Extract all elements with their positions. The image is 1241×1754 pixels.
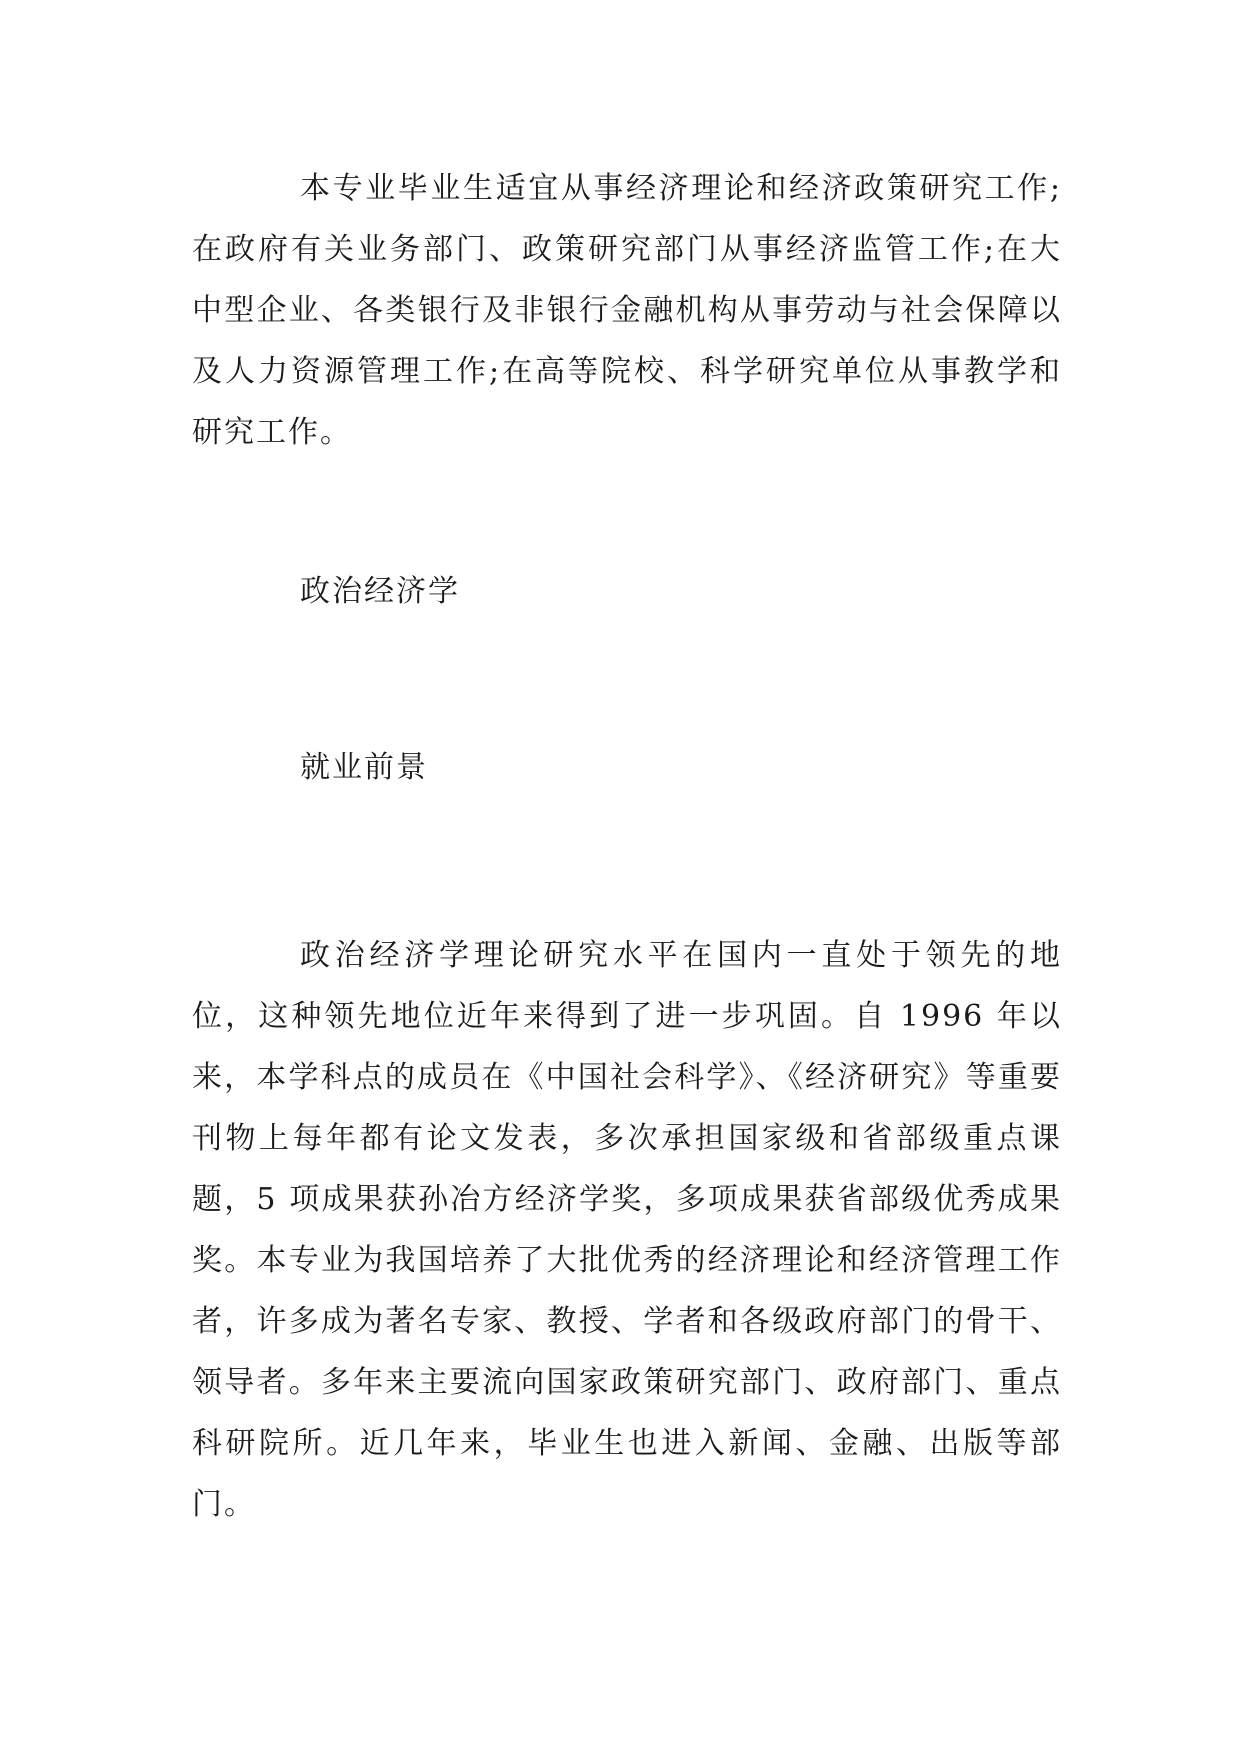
paragraph-career-scope: 本专业毕业生适宜从事经济理论和经济政策研究工作;在政府有关业务部门、政策研究部门从事经济监管工作;在大中型企业、各类银行及非银行金融机构从事劳动与社会保障以及人力资源管理工作;在高等院校、科学研究单位从事教学和研究工作。 bbox=[192, 171, 1062, 450]
section-heading-political-economics: 政治经济学 bbox=[300, 574, 460, 609]
section-heading-employment-prospects: 就业前景 bbox=[300, 750, 428, 785]
paragraph-employment-prospects: 政治经济学理论研究水平在国内一直处于领先的地位，这种领先地位近年来得到了进一步巩固。自 1996 年以来，本学科点的成员在《中国社会科学》、《经济研究》等重要刊物上每年都有论文发表，多次承担国家级和省部级重点课题，5 项成果获孙冶方经济学奖，多项成果获省部级优秀成果奖。本专业为我国培养了大批优秀的经济理论和经济管理工作者，许多成为著名专家、教授、学者和各级政府部门的骨干、领导者。多年来主要流向国家政策研究部门、政府部门、重点科研院所。近几年来，毕业生也进入新闻、金融、出版等部门。 bbox=[192, 938, 1062, 1522]
